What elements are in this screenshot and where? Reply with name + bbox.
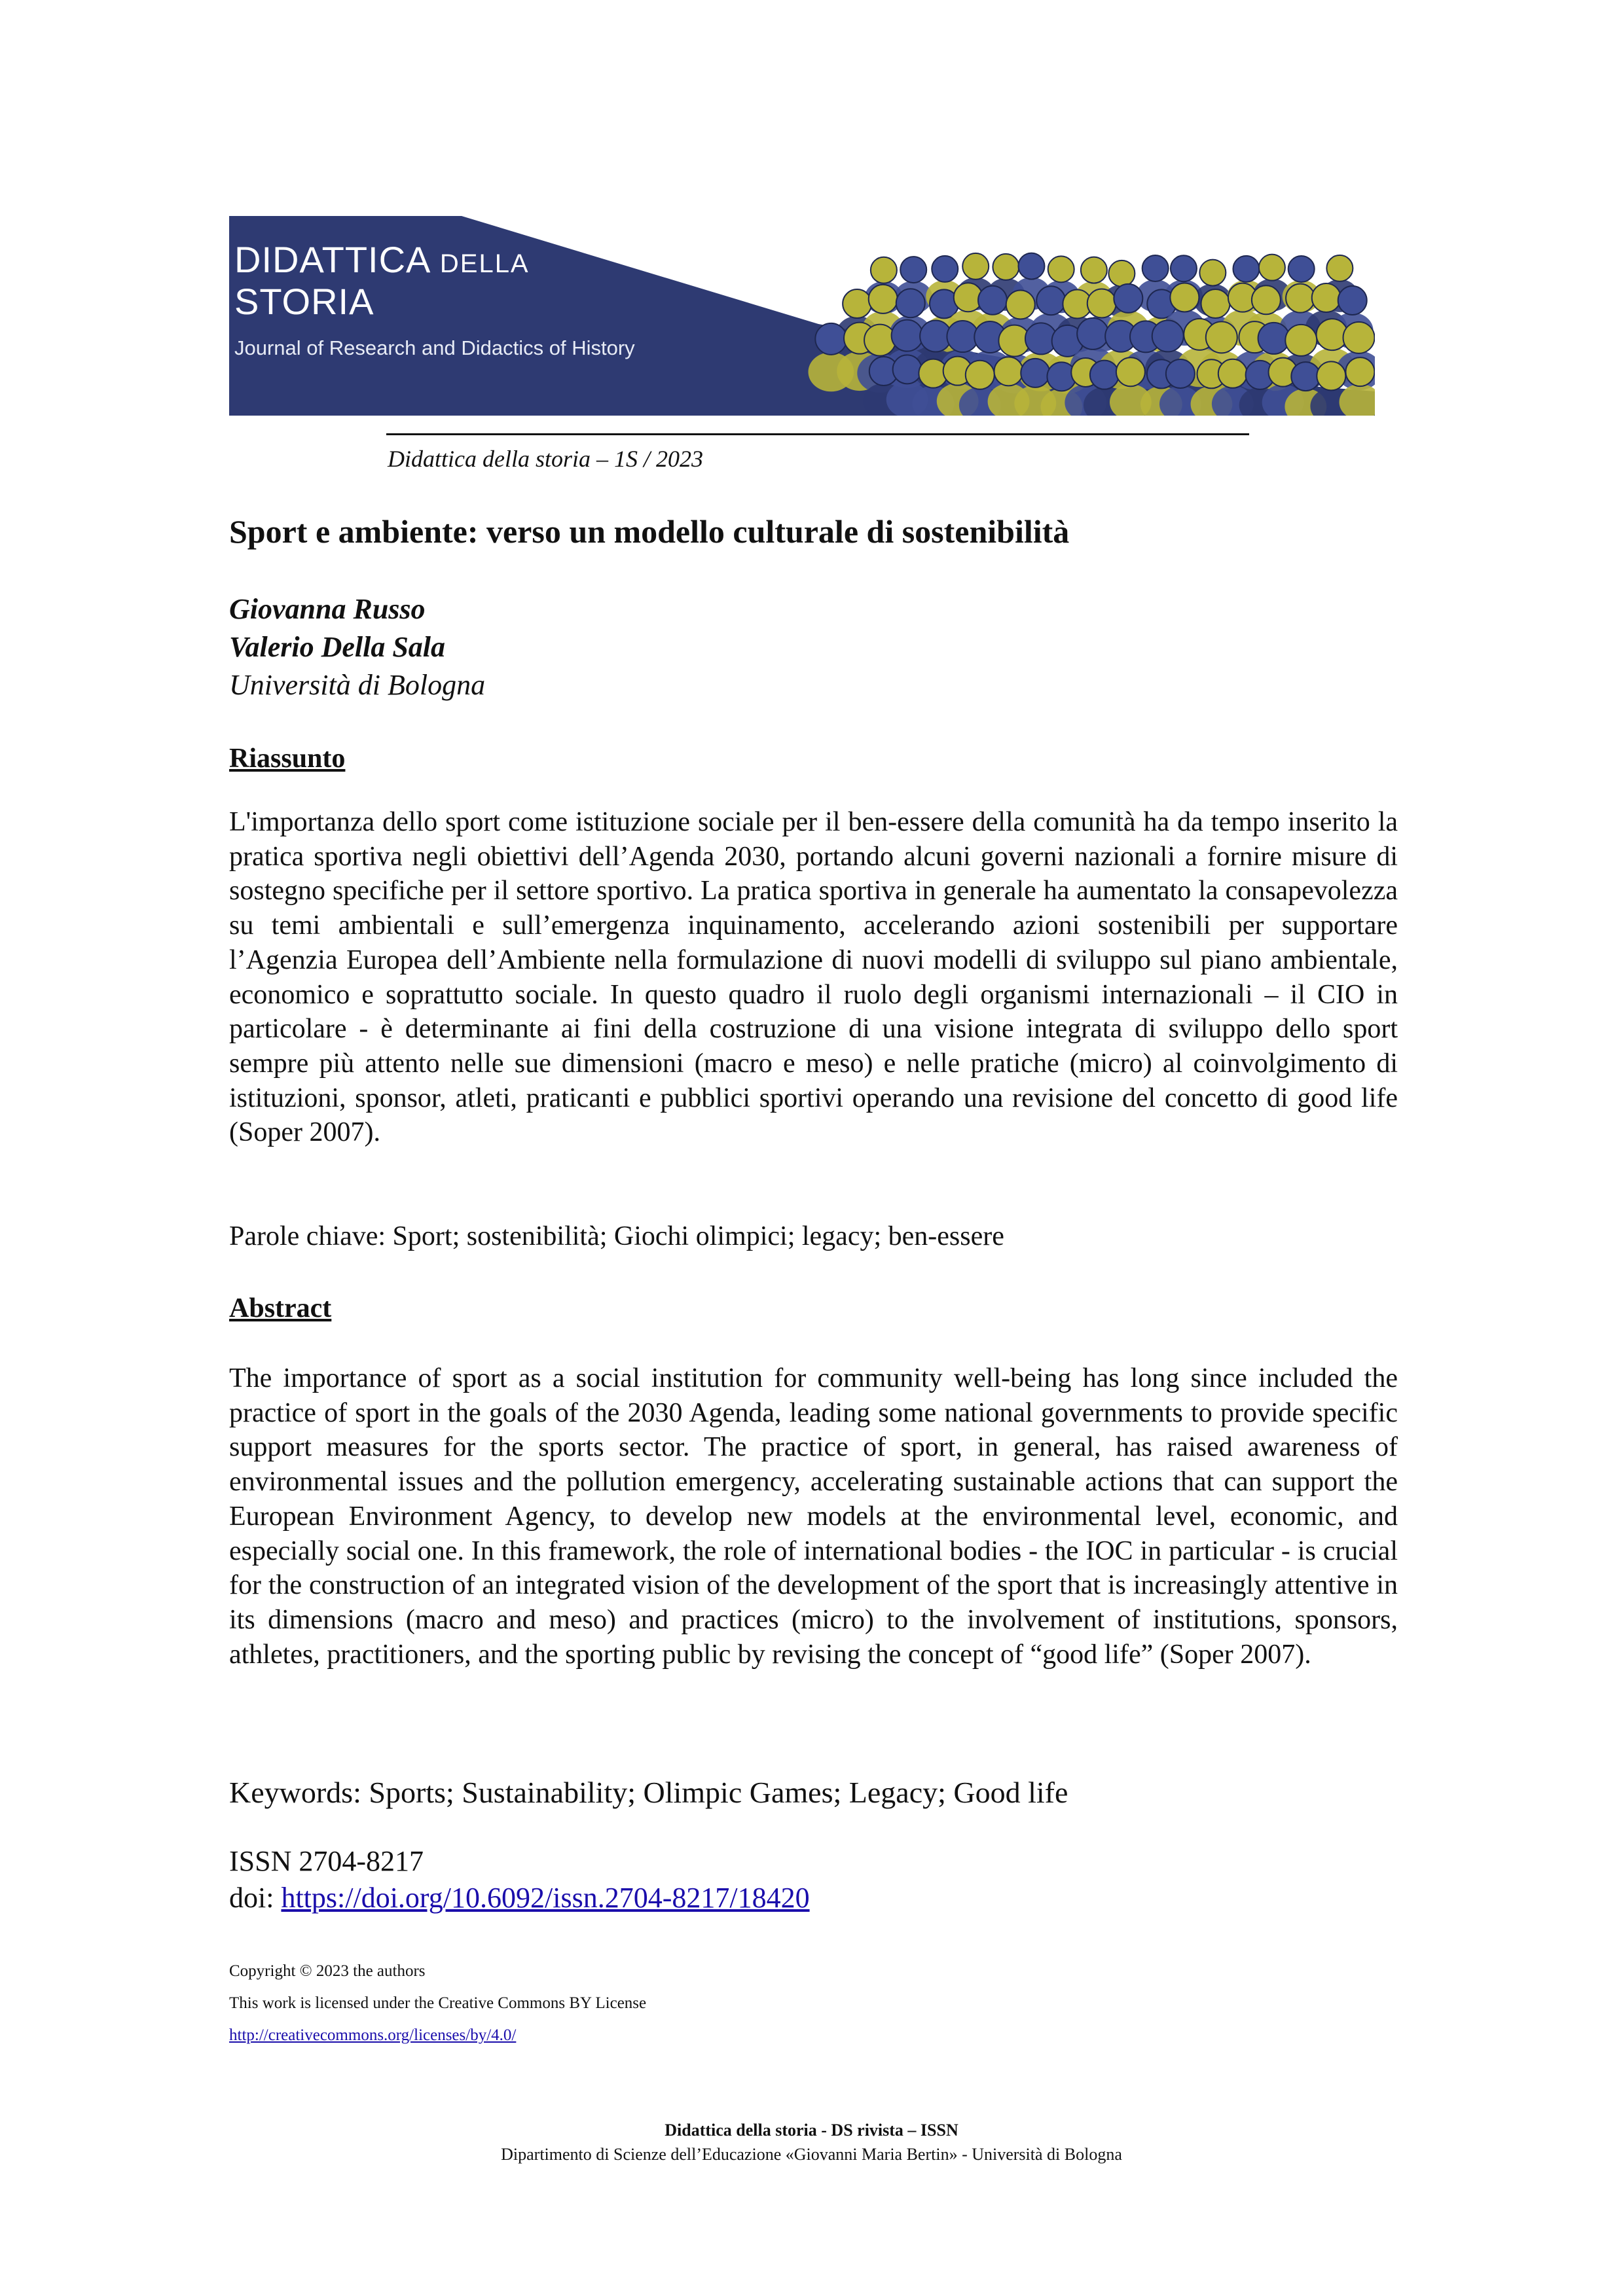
banner-subtitle: Journal of Research and Didactics of History [234, 336, 635, 359]
crowd-figure-head [869, 285, 898, 314]
abstract-paragraph: The importance of sport as a social institution for community well-being has long since included the practice of sport in the goals of the 2030 Agenda, leading some national governments to provide specific support measures for the sports sector. The practice of sport, in general, has raised awareness of environmental issues and the pollution emergency, accelerating sustainable actions that can support the European Environment Agency, to develop new models at the environmental level, economic, and especially social one. In this framework, the role of international bodies - the IOC in particular - is crucial for the construction of an integrated vision of the development of the sport that is increasingly attentive in its dimensions (macro and meso) and practices (micro) to the involvement of institutions, sponsors, athletes, practitioners, and the sporting public by revising the concept of “good life” (Soper 2007). [229, 1363, 1398, 1670]
crowd-figure-head [1285, 325, 1317, 356]
crowd-figure-head [1326, 255, 1353, 281]
crowd-figure-head [947, 321, 978, 352]
license-notice: This work is licensed under the Creative Commons BY License [229, 1994, 647, 2012]
crowd-figure-head [994, 357, 1023, 386]
crowd-figure-head [1258, 323, 1290, 354]
crowd-figure-head [1081, 257, 1107, 283]
crowd-illustration [809, 253, 1375, 416]
crowd-figure-head [1170, 283, 1199, 312]
abstract-heading: Abstract [229, 1293, 332, 1323]
crowd-figure-head [1114, 284, 1142, 313]
crowd-figure-head [1259, 255, 1285, 281]
crowd-figure-head [815, 323, 847, 355]
doi-link[interactable]: https://doi.org/10.6092/issn.2704-8217/18420 [281, 1882, 810, 1914]
journal-banner [229, 216, 1375, 416]
banner-title-line-2: STORIA [234, 281, 374, 322]
crowd-figure-head [864, 325, 896, 356]
parole-chiave: Parole chiave: Sport; sostenibilità; Giochi olimpici; legacy; ben-essere [229, 1221, 1004, 1251]
crowd-figure-head [1108, 260, 1135, 287]
copyright-notice: Copyright © 2023 the authors [229, 1962, 426, 1980]
banner-title-line-1: DIDATTICA DELLA [234, 239, 530, 280]
author-affiliation: Università di Bologna [229, 669, 486, 701]
crowd-figure-head [1036, 286, 1065, 315]
crowd-figure-head [1006, 290, 1035, 319]
crowd-figure-head [1343, 322, 1375, 353]
issn-line: ISSN 2704-8217 [229, 1845, 424, 1877]
author-name: Valerio Della Sala [229, 631, 446, 663]
keywords-line: Keywords: Sports; Sustainability; Olimpic Games; Legacy; Good life [229, 1776, 1068, 1809]
crowd-figure-head [871, 257, 897, 283]
crowd-figure-head [993, 254, 1019, 280]
riassunto-paragraph: L'importanza dello sport come istituzione sociale per il ben-essere della comunità ha da tempo inserito la pratica sportiva negli obiettivi dell’Agenda 2030, portando alcuni governi nazionali a fornire misure di sostegno specifiche per il settore sportivo. La pratica sportiva in generale ha aumentato la consapevolezza su temi ambientali e sull’emergenza inquinamento, accelerando azioni sostenibili per supportare l’Agenzia Europea dell’Ambiente nella formulazione di nuovi modelli di sviluppo sul piano ambientale, economico e soprattutto sociale. In questo quadro il ruolo degli organismi internazionali – il CIO in particolare - è determinante ai fini della costruzione di una visione integrata di sviluppo dello sport sempre più attento nelle sue dimensioni (macro e meso) e nelle pratiche (micro) al coinvolgimento di istituzioni, sponsor, atleti, praticanti e pubblici sportivi operando una revisione del concetto di good life (Soper 2007). [229, 807, 1398, 1148]
crowd-figure-head [1288, 256, 1315, 282]
crowd-figure-head [1201, 289, 1230, 318]
crowd-figure-head [1233, 256, 1259, 282]
riassunto-heading: Riassunto [229, 744, 346, 774]
crowd-figure-head [1018, 253, 1044, 279]
crowd-figure-head [1166, 359, 1195, 388]
crowd-figure-body [1340, 384, 1375, 416]
crowd-figure-head [900, 257, 926, 283]
footer-journal: Didattica della storia - DS rivista – ISSN [665, 2121, 958, 2140]
crowd-figure-head [1317, 361, 1345, 390]
crowd-figure-head [1087, 289, 1116, 318]
article-title: Sport e ambiente: verso un modello culturale di sostenibilità [229, 513, 1070, 550]
crowd-figure-head [962, 253, 989, 279]
crowd-figure-head [893, 355, 922, 384]
crowd-figure-head [1312, 283, 1341, 312]
crowd-figure-head [892, 320, 923, 351]
crowd-figure-head [1090, 361, 1119, 389]
crowd-figure-head [1152, 320, 1184, 351]
crowd-figure-head [1218, 359, 1247, 388]
crowd-figure-head [1116, 357, 1145, 386]
header-rule [386, 433, 1249, 435]
crowd-figure-head [896, 289, 925, 317]
crowd-figure-head [1021, 359, 1049, 387]
crowd-figure-head [932, 256, 958, 282]
crowd-figure-head [1077, 318, 1108, 350]
crowd-figure-head [1199, 260, 1226, 286]
crowd-figure-head [1142, 255, 1169, 281]
issue-line: Didattica della storia – 1S / 2023 [388, 446, 703, 472]
crowd-figure-head [1338, 286, 1367, 315]
doi-line [229, 1881, 810, 1914]
crowd-figure-head [1291, 362, 1320, 391]
crowd-figure-head [1171, 255, 1197, 281]
crowd-figure-head [1345, 357, 1374, 386]
doi-label: doi: [229, 1882, 282, 1914]
license-link-wrap [229, 2026, 516, 2045]
author-name: Giovanna Russo [229, 593, 426, 625]
crowd-figure-head [1286, 284, 1315, 313]
crowd-figure-head [1252, 285, 1281, 314]
crowd-figure-head [1048, 256, 1074, 282]
crowd-figure-head [1206, 321, 1237, 353]
license-link[interactable]: http://creativecommons.org/licenses/by/4.0/ [229, 2026, 517, 2044]
crowd-figure-head [843, 289, 871, 318]
crowd-figure-head [978, 286, 1007, 315]
footer-department: Dipartimento di Scienze dell’Educazione «Giovanni Maria Bertin» - Università di Bologna [501, 2145, 1122, 2164]
crowd-figure-head [966, 361, 994, 389]
